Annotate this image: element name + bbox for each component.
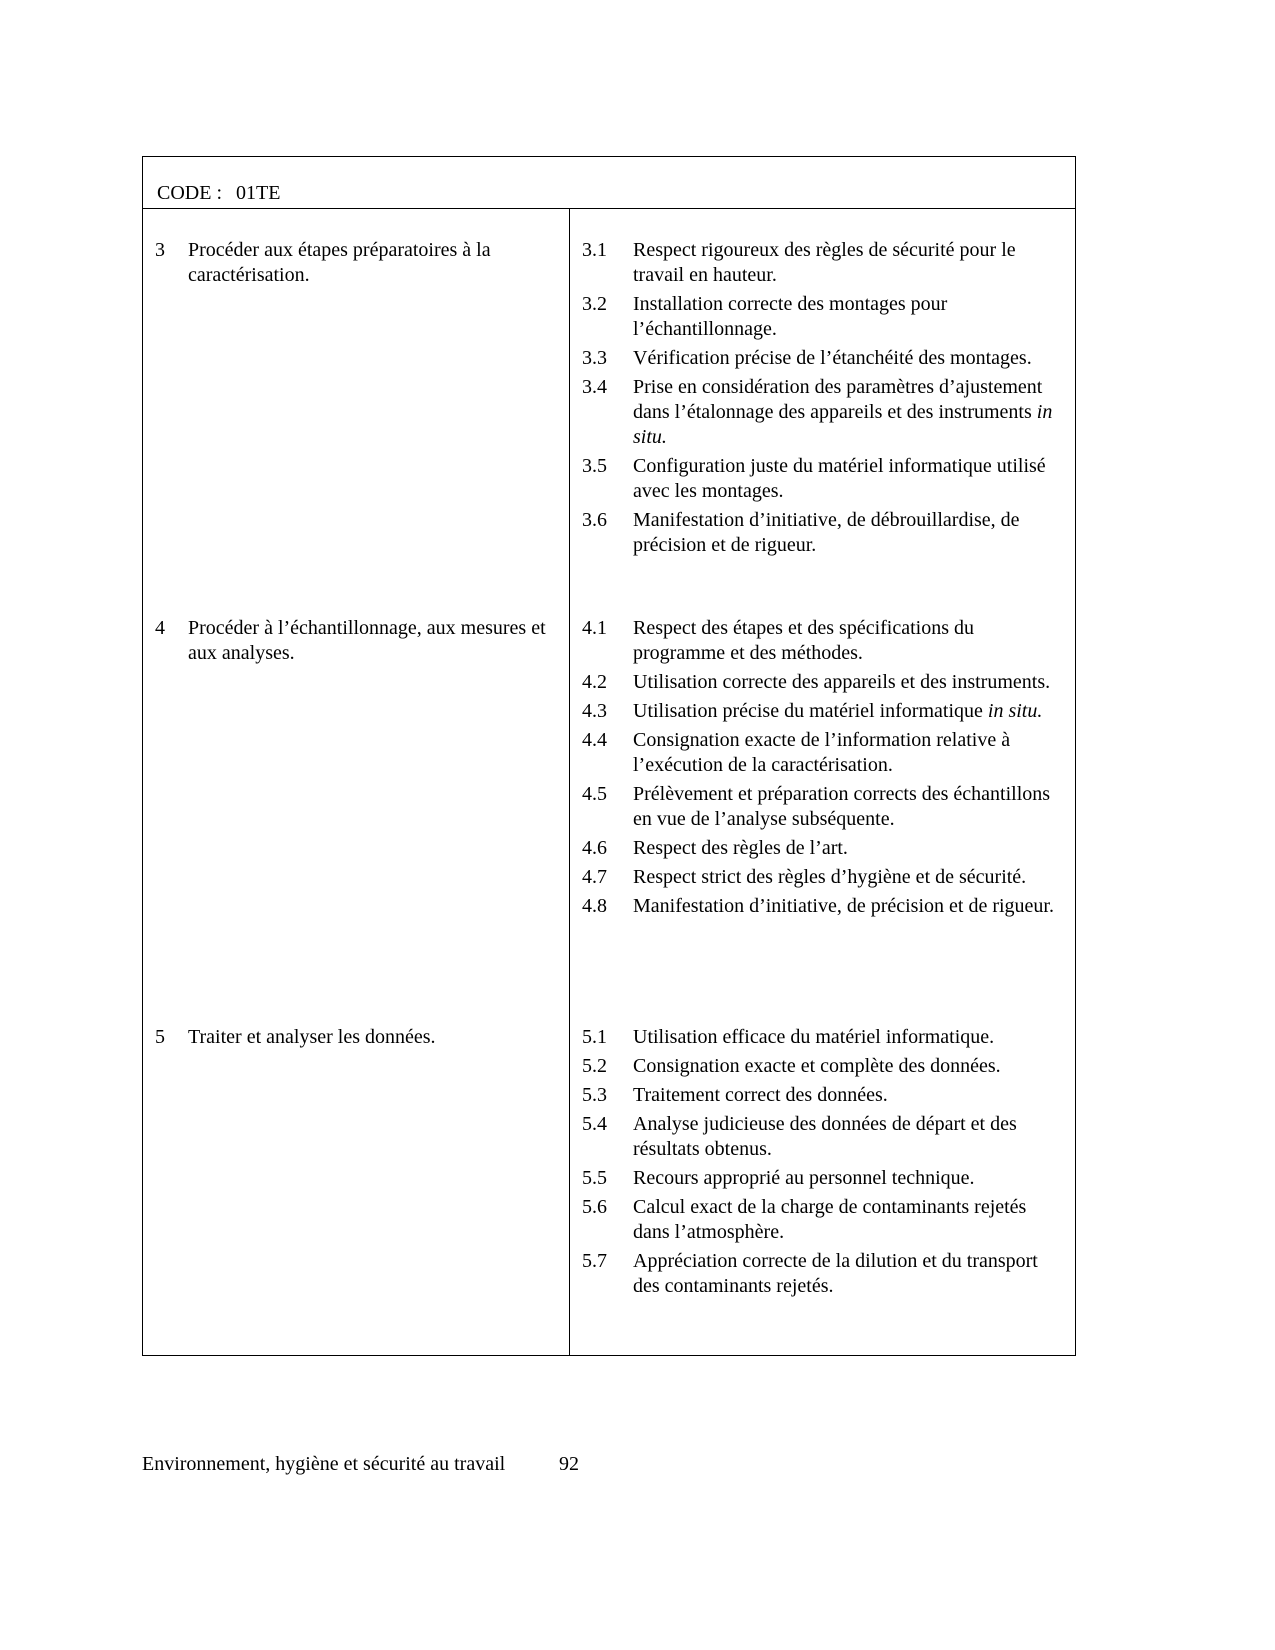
element-title: Procéder aux étapes préparatoires à la caractérisation. [188, 239, 491, 286]
criterion-item [582, 1195, 1067, 1245]
competency-element [155, 616, 560, 666]
criterion-item [582, 238, 1067, 288]
element-title: Procéder à l’échantillonnage, aux mesures et aux analyses. [188, 617, 546, 664]
criterion-italic: in situ. [987, 700, 1043, 722]
criterion-item [582, 1083, 1067, 1108]
criterion-item [582, 454, 1067, 504]
criterion-text: Appréciation correcte de la dilution et du transport des contaminants rejetés. [633, 1250, 1038, 1297]
competency-element [155, 238, 560, 288]
table-header [143, 157, 1075, 209]
criterion-text: Respect strict des règles d’hygiène et de sécurité. [633, 866, 1027, 888]
criterion-item [582, 1025, 1067, 1050]
criterion-number: 4.6 [582, 837, 607, 859]
criterion-text: Respect des règles de l’art. [633, 837, 848, 859]
criterion-number: 3.1 [582, 239, 607, 261]
criterion-number: 5.7 [582, 1250, 607, 1272]
code-value: 01TE [236, 182, 281, 204]
criterion-item [582, 292, 1067, 342]
page-number: 92 [559, 1453, 579, 1475]
criterion-item [582, 508, 1067, 558]
criterion-number: 5.2 [582, 1055, 607, 1077]
element-title: Traiter et analyser les données. [188, 1026, 436, 1048]
criterion-item [582, 782, 1067, 832]
criterion-item [582, 865, 1067, 890]
footer-title: Environnement, hygiène et sécurité au travail [142, 1453, 506, 1475]
criterion-text: Utilisation efficace du matériel informatique. [633, 1026, 995, 1048]
criterion-number: 4.3 [582, 700, 607, 722]
criterion-number: 4.5 [582, 783, 607, 805]
criterion-number: 4.1 [582, 617, 607, 639]
criterion-item [582, 699, 1067, 724]
criterion-item [582, 375, 1067, 450]
criterion-text: Vérification précise de l’étanchéité des montages. [633, 347, 1032, 369]
competency-element [155, 1025, 560, 1050]
criterion-text: Recours approprié au personnel technique. [633, 1167, 975, 1189]
criterion-item [582, 1054, 1067, 1079]
element-number: 4 [155, 617, 165, 639]
criterion-text: Configuration juste du matériel informatique utilisé avec les montages. [633, 455, 1046, 502]
criterion-text: Respect des étapes et des spécifications du programme et des méthodes. [633, 617, 974, 664]
element-number: 5 [155, 1026, 165, 1048]
criterion-text: Manifestation d’initiative, de précision et de rigueur. [633, 895, 1054, 917]
competency-table [142, 156, 1076, 1356]
criterion-number: 5.6 [582, 1196, 607, 1218]
criterion-item [582, 1166, 1067, 1191]
criterion-number: 3.3 [582, 347, 607, 369]
criterion-number: 5.1 [582, 1026, 607, 1048]
code-label: CODE : [157, 182, 222, 204]
criterion-item [582, 346, 1067, 371]
criterion-text: Calcul exact de la charge de contaminants rejetés dans l’atmosphère. [633, 1196, 1027, 1243]
criterion-text: Respect rigoureux des règles de sécurité pour le travail en hauteur. [633, 239, 1016, 286]
criterion-number: 4.8 [582, 895, 607, 917]
criterion-item [582, 836, 1067, 861]
criteria-list [582, 1025, 1067, 1303]
criteria-list [582, 238, 1067, 562]
criterion-number: 4.4 [582, 729, 607, 751]
criterion-text: Utilisation précise du matériel informatique [633, 700, 983, 722]
criterion-number: 4.2 [582, 671, 607, 693]
criterion-item [582, 616, 1067, 666]
criterion-item [582, 728, 1067, 778]
criterion-item [582, 1112, 1067, 1162]
criterion-item [582, 1249, 1067, 1299]
criterion-number: 5.5 [582, 1167, 607, 1189]
criterion-number: 3.5 [582, 455, 607, 477]
column-divider [569, 209, 570, 1355]
criterion-text: Utilisation correcte des appareils et des instruments. [633, 671, 1051, 693]
criterion-number: 3.4 [582, 376, 607, 398]
criterion-number: 4.7 [582, 866, 607, 888]
criterion-text: Consignation exacte de l’information relative à l’exécution de la caractérisation. [633, 729, 1011, 776]
element-number: 3 [155, 239, 165, 261]
criterion-text: Prise en considération des paramètres d’ajustement dans l’étalonnage des appareils et des instruments [633, 376, 1043, 423]
criterion-text: Installation correcte des montages pour l’échantillonnage. [633, 293, 948, 340]
criterion-text: Prélèvement et préparation corrects des échantillons en vue de l’analyse subséquente. [633, 783, 1051, 830]
criterion-number: 5.4 [582, 1113, 607, 1135]
criterion-italic: in situ. [633, 401, 1053, 448]
criterion-number: 3.2 [582, 293, 607, 315]
criterion-text: Traitement correct des données. [633, 1084, 888, 1106]
criterion-text: Analyse judicieuse des données de départ et des résultats obtenus. [633, 1113, 1017, 1160]
criterion-text: Consignation exacte et complète des données. [633, 1055, 1001, 1077]
criterion-text: Manifestation d’initiative, de débrouillardise, de précision et de rigueur. [633, 509, 1020, 556]
criteria-list [582, 616, 1067, 923]
criterion-number: 3.6 [582, 509, 607, 531]
criterion-item [582, 894, 1067, 919]
criterion-number: 5.3 [582, 1084, 607, 1106]
criterion-item [582, 670, 1067, 695]
code-line [157, 181, 280, 206]
